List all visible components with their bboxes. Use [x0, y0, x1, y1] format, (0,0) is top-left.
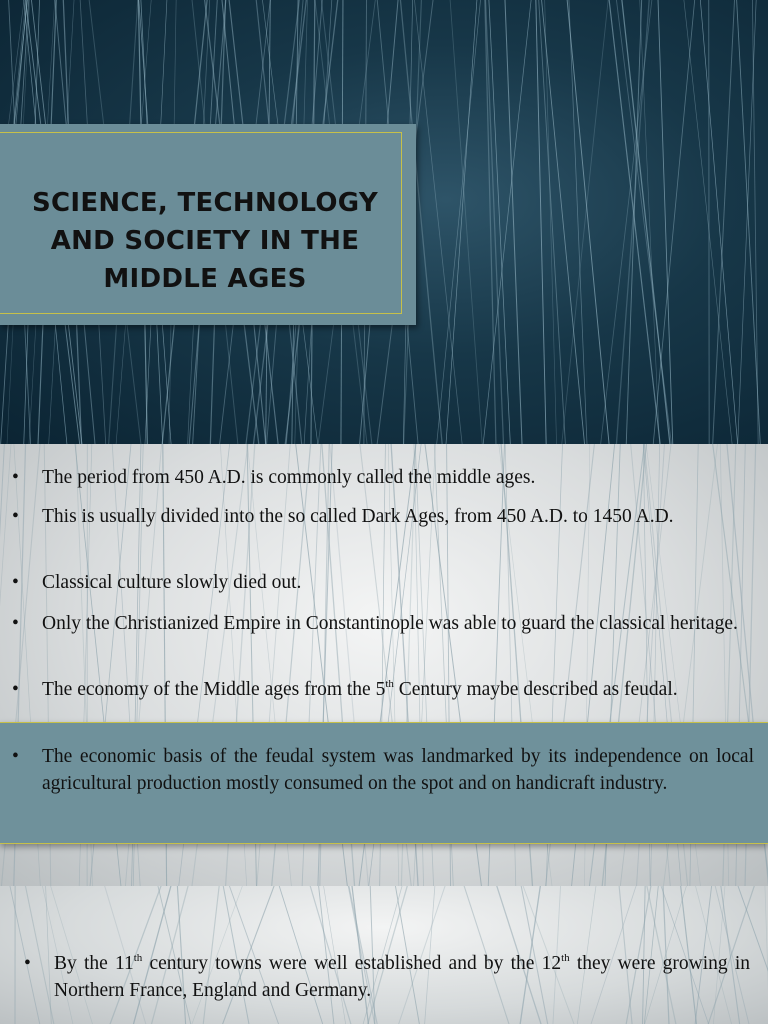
bullet-icon: •: [12, 679, 19, 700]
bullet-item: [12, 676, 754, 703]
background-line: [566, 0, 610, 444]
band-bottom-line: [0, 843, 768, 844]
background-line: [538, 0, 566, 444]
background-line: [765, 886, 768, 1024]
background-line: [608, 0, 661, 444]
bullet-text-a: By the 11: [54, 953, 134, 974]
bullet-item: [12, 569, 754, 596]
background-line: [683, 0, 733, 444]
title-line-1: SCIENCE, TECHNOLOGY: [31, 188, 378, 218]
bullet-item: [12, 464, 754, 491]
title-box: [0, 124, 416, 325]
bullet-icon: •: [12, 572, 19, 593]
bullet-text-b: Century maybe described as feudal.: [393, 679, 678, 700]
bullet-text: The economic basis of the feudal system was landmarked by its independence on local agricultural production mostly consumed on the spot and on handicraft industry.: [42, 746, 754, 794]
bullet-icon: •: [24, 953, 31, 974]
background-line: [658, 0, 673, 444]
bullet-item: [12, 503, 754, 530]
bullet-text: Classical culture slowly died out.: [42, 572, 302, 593]
background-line: [700, 0, 739, 444]
background-line: [436, 0, 482, 444]
background-line: [544, 0, 556, 444]
bullet-icon: •: [12, 613, 19, 634]
bullet-icon: •: [12, 746, 19, 767]
content-slide: [0, 444, 768, 886]
background-line: [709, 0, 710, 444]
bullet-text-c: they were growing in Northern France, England and Germany.: [54, 953, 751, 1001]
bullet-icon: •: [12, 506, 19, 527]
slide-title: [10, 184, 400, 298]
superscript: th: [133, 951, 143, 964]
title-slide: [0, 0, 768, 444]
background-line: [561, 0, 610, 444]
bullet-text: Only the Christianized Empire in Constantinople was able to guard the classical heritage.: [42, 613, 738, 634]
background-line: [616, 0, 650, 444]
background-line: [652, 0, 695, 444]
background-line: [536, 0, 547, 444]
bullet-icon: •: [12, 467, 19, 488]
background-line: [449, 0, 483, 444]
content-slide-2: [0, 886, 768, 1024]
bullet-item: [12, 610, 754, 637]
title-line-2: AND SOCIETY IN THE: [50, 226, 360, 256]
bullet-text: This is usually divided into the so called Dark Ages, from 450 A.D. to 1450 A.D.: [42, 506, 674, 527]
background-line: [541, 0, 586, 444]
background-line: [639, 0, 660, 444]
background-line: [45, 886, 52, 1024]
superscript: th: [385, 677, 394, 690]
background-line: [626, 0, 642, 444]
background-line: [445, 0, 477, 444]
title-line-3: MIDDLE AGES: [103, 264, 307, 294]
band-top-line: [0, 722, 768, 723]
bullet-item: [12, 743, 754, 797]
bullet-text-b: century towns were well established and by the 12: [142, 953, 562, 974]
bullet-item: [24, 950, 751, 1004]
background-line: [600, 0, 654, 444]
bullet-text: The period from 450 A.D. is commonly called the middle ages.: [42, 467, 536, 488]
bullet-text-a: The economy of the Middle ages from the 5: [42, 679, 386, 700]
superscript: th: [561, 951, 570, 964]
background-line: [712, 0, 735, 444]
